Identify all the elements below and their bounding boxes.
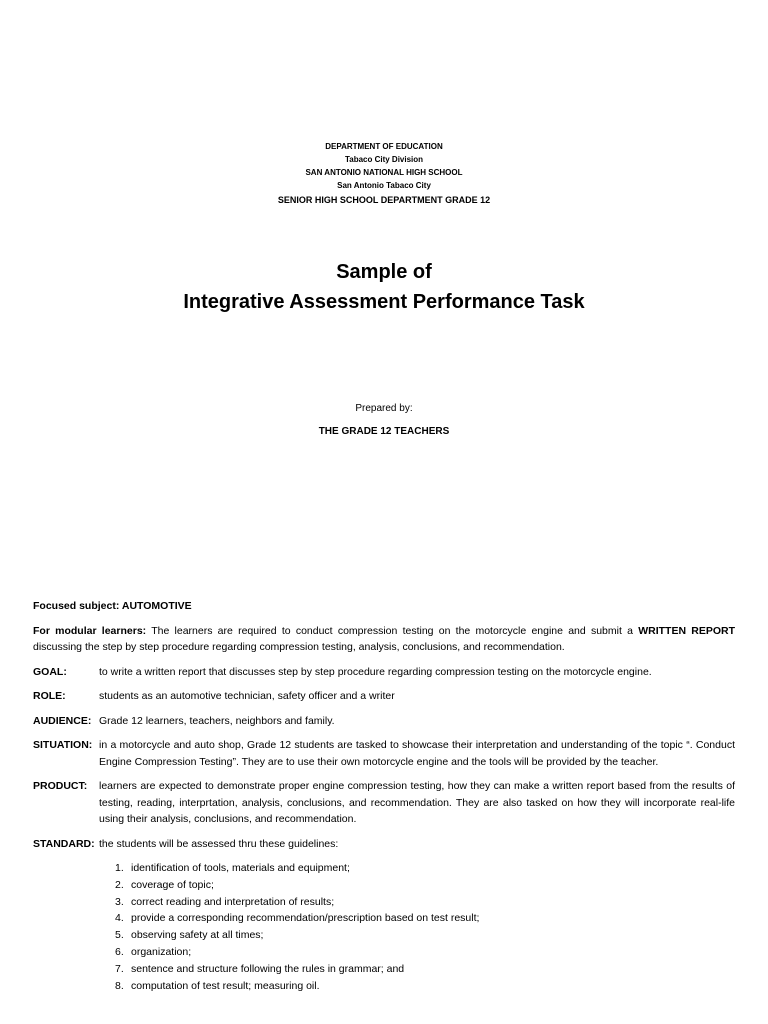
guidelines-list [33, 860, 735, 994]
audience-label: AUDIENCE: [33, 714, 92, 727]
list-item-number: 4. [115, 912, 124, 925]
title-line-1: Sample of [336, 261, 432, 283]
list-item [115, 894, 735, 911]
situation-label: SITUATION: [33, 739, 93, 751]
goal-row [33, 664, 735, 681]
list-item-number: 7. [115, 962, 124, 975]
list-item [115, 978, 735, 995]
goal-label: GOAL: [33, 665, 67, 678]
title-line-2: Integrative Assessment Performance Task [183, 291, 585, 313]
focused-subject: Focused subject: AUTOMOTIVE [33, 600, 192, 612]
goal-text: to write a written report that discusses step by step procedure regarding compression testing on the motorcycle engine. [99, 665, 652, 678]
document-title [0, 257, 768, 317]
list-item-text: provide a corresponding recommendation/prescription based on test result; [131, 912, 480, 925]
list-item-text: organization; [131, 945, 192, 958]
list-item [115, 927, 735, 944]
list-item-text: correct reading and interpretation of results; [131, 895, 335, 908]
modular-learners-paragraph [33, 623, 735, 656]
role-label: ROLE: [33, 690, 66, 702]
list-item-number: 3. [115, 895, 124, 908]
list-item-text: coverage of topic; [131, 878, 214, 891]
header-department-grade: SENIOR HIGH SCHOOL DEPARTMENT GRADE 12 [277, 195, 491, 205]
product-label: PRODUCT: [33, 780, 88, 792]
header-school: SAN ANTONIO NATIONAL HIGH SCHOOL [305, 168, 463, 177]
modular-label: For modular learners: [33, 624, 147, 637]
situation-row [33, 737, 735, 770]
modular-written-report: WRITTEN REPORT [638, 624, 736, 637]
audience-row [33, 713, 735, 730]
prepared-by-label: Prepared by: [355, 403, 413, 414]
role-text: students as an automotive technician, safety officer and a writer [99, 690, 395, 702]
standard-text: the students will be assessed thru these guidelines: [99, 837, 339, 850]
header-address: San Antonio Tabaco City [337, 181, 431, 190]
prepared-by-name: THE GRADE 12 TEACHERS [318, 426, 450, 437]
situation-text: in a motorcycle and auto shop, Grade 12 students are tasked to showcase their interpretation and understanding of the topic “. Conduct Engine Compression Testing”. They are to use their own motorcycle engine and the tools will be provided by the teacher. [99, 739, 735, 768]
document-body [33, 598, 735, 994]
document-header [0, 140, 768, 207]
standard-row [33, 836, 735, 853]
role-row [33, 688, 735, 705]
list-item-number: 8. [115, 979, 124, 992]
header-department: DEPARTMENT OF EDUCATION [325, 142, 443, 151]
modular-text-2: discussing the step by step procedure regarding compression testing, analysis, conclusions, and recommendation. [33, 641, 565, 653]
list-item-text: identification of tools, materials and equipment; [131, 862, 350, 874]
prepared-by-block [0, 402, 768, 439]
audience-text: Grade 12 learners, teachers, neighbors and family. [99, 714, 335, 727]
list-item [115, 877, 735, 894]
list-item [115, 961, 735, 978]
modular-text-1: The learners are required to conduct compression testing on the motorcycle engine and submit a [146, 624, 639, 637]
list-item-number: 5. [115, 929, 124, 942]
list-item [115, 944, 735, 961]
product-row [33, 778, 735, 828]
list-item-number: 6. [115, 945, 124, 958]
list-item-text: sentence and structure following the rules in grammar; and [131, 962, 405, 975]
list-item-text: computation of test result; measuring oil. [131, 979, 320, 992]
product-text: learners are expected to demonstrate proper engine compression testing, how they can make a written report based from the results of testing, reading, interprtation, analysis, conclusions, and recommendation. They are also tasked on how they will incorporate real-life using their analysis, conclusions, and recommendation. [99, 780, 735, 825]
list-item-text: observing safety at all times; [131, 929, 264, 942]
list-item [115, 860, 735, 877]
header-division: Tabaco City Division [344, 155, 424, 164]
list-item-number: 1. [115, 862, 124, 874]
standard-label: STANDARD: [33, 837, 95, 850]
list-item [115, 910, 735, 927]
list-item-number: 2. [115, 878, 124, 891]
